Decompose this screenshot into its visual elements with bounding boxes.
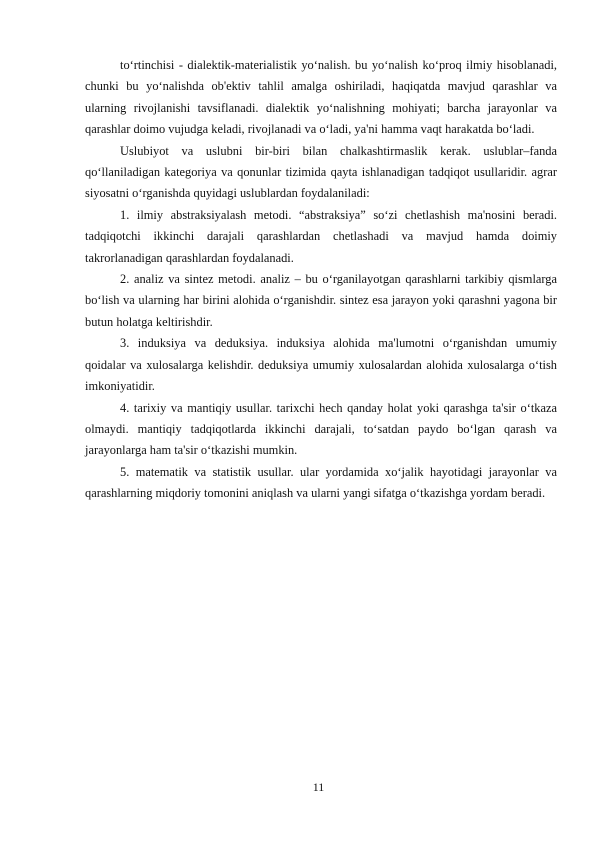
paragraph-abstraction-method: 1. ilmiy abstraksiyalash metodi. “abstraksiya” so‘zi chetlashish ma'nosini beradi. tadqiqotchi ikkinchi darajali qarashlardan chetlashadi va mavjud hamda doimiy takrorlanadigan qarashlardan foydalanadi. [85, 207, 557, 265]
paragraph-induction-deduction: 3. induksiya va deduksiya. induksiya alohida ma'lumotni o‘rganishdan umumiy qoidalar va xulosalarga kelishdir. deduksiya umumiy xulosalardan alohida xulosalarga o‘tish imkoniyatidir. [85, 336, 557, 394]
paragraph-methodology: Uslubiyot va uslubni bir-biri bilan chalkashtirmaslik kerak. uslublar–fanda qo‘llaniladigan kategoriya va qonunlar tizimida qayta ishlanadigan tadqiqot usullaridir. agrar siyosatni o‘rganishda quyidagi uslublardan foydalaniladi: [85, 143, 557, 201]
paragraph-analysis-synthesis: 2. analiz va sintez metodi. analiz – bu o‘rganilayotgan qarashlarni tarkibiy qismlarga bo‘lish va ularning har birini alohida o‘rganishdir. sintez esa jarayon yoki qarashni yagona bir butun holatga keltirishdir. [85, 272, 557, 329]
paragraph-dialectical-direction: to‘rtinchisi - dialektik-materialistik yo‘nalish. bu yo‘nalish ko‘proq ilmiy hisoblanadi, chunki bu yo‘nalishda ob'ektiv tahlil amalga oshiriladi, haqiqatda mavjud qarashlar va ularning rivojlanishi tavsiflanadi. dialektik yo‘nalishning mohiyati; barcha jarayonlar va qarashlar doimo vujudga keladi, rivojlanadi va o‘ladi, ya'ni hamma vaqt harakatda bo‘ladi. [85, 58, 557, 137]
page-number: 11 [312, 780, 325, 794]
paragraph-historical-logical: 4. tarixiy va mantiqiy usullar. tarixchi hech qanday holat yoki qarashga ta'sir o‘tkaza olmaydi. mantiqiy tadqiqotlarda ikkinchi darajali, to‘satdan paydo bo‘lgan qarash va jarayonlarga ham ta'sir o‘tkazishi mumkin. [85, 400, 557, 458]
document-page [85, 55, 557, 505]
paragraph-math-statistical: 5. matematik va statistik usullar. ular yordamida xo‘jalik hayotidagi jarayonlar va qarashlarning miqdoriy tomonini aniqlash va ularni yangi sifatga o‘tkazishga yordam beradi. [85, 464, 557, 501]
